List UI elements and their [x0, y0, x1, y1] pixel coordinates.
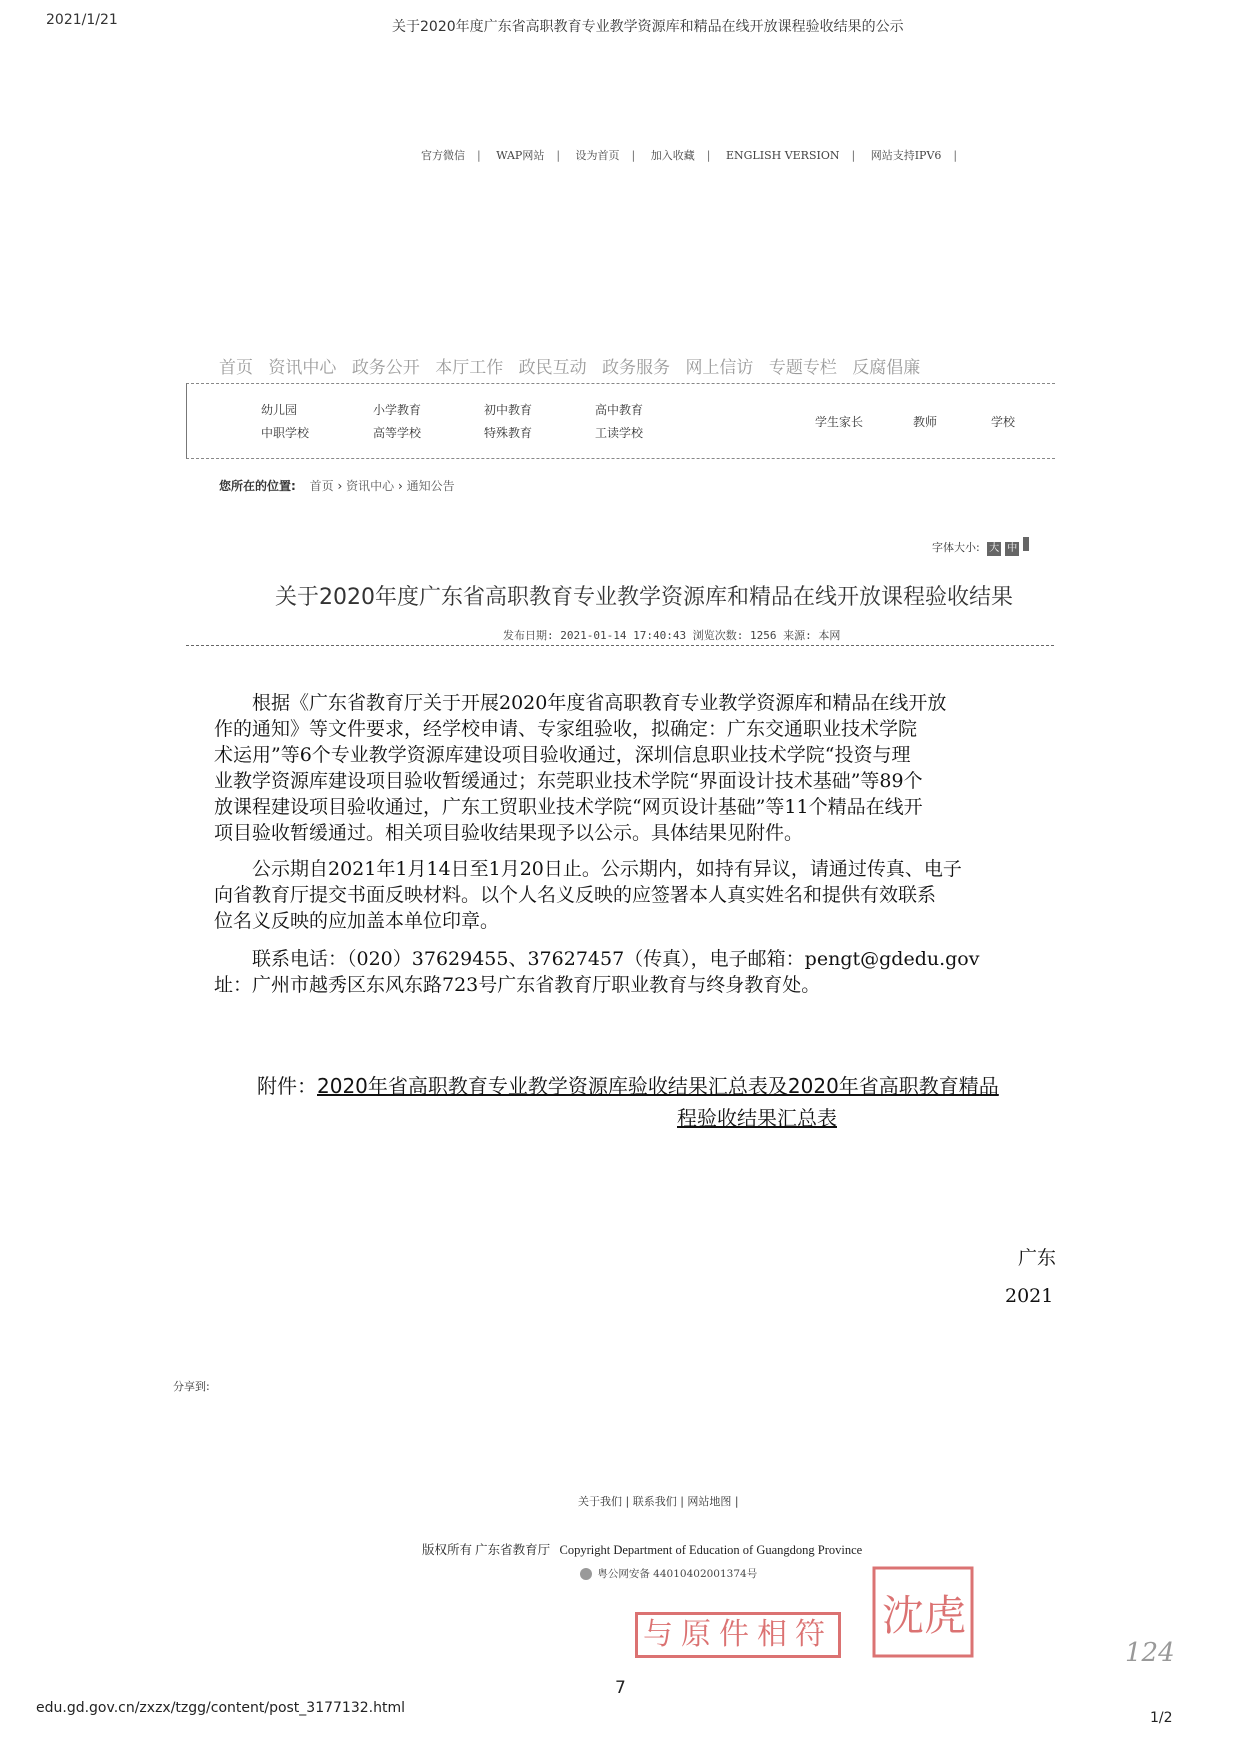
body-line: 联系电话：（020）37629455、37627457（传真），电子邮箱：pengt@gdedu.gov [214, 948, 980, 970]
cat-senior[interactable]: 高中教育 [595, 403, 644, 417]
top-link-favorite[interactable]: 加入收藏 [650, 149, 695, 162]
cat-junior[interactable]: 初中教育 [484, 403, 533, 417]
attachment [257, 1070, 1054, 1099]
meta-date: 2021-01-14 17:40:43 [560, 629, 687, 642]
seal-graphic [870, 1562, 978, 1662]
print-title: 关于2020年度广东省高职教育专业教学资源库和精品在线开放课程验收结果的公示 [392, 19, 904, 35]
font-medium-button[interactable]: 中 [1007, 543, 1018, 554]
aud-teachers[interactable]: 教师 [913, 415, 938, 429]
chevron-right-icon: › [337, 479, 347, 493]
body-line: 术运用”等6个专业教学资源库建设项目验收通过，深圳信息职业技术学院“投资与理 [214, 744, 911, 766]
cat-higher[interactable]: 高等学校 [373, 426, 422, 440]
breadcrumb-notices[interactable]: 通知公告 [406, 479, 455, 493]
cat-primary[interactable]: 小学教育 [373, 403, 422, 417]
meta-views: 1256 [749, 629, 777, 642]
nav-petition[interactable]: 网上信访 [685, 358, 754, 378]
title-divider [186, 645, 1054, 646]
attachment-link-continued[interactable]: 程验收结果汇总表 [677, 1106, 837, 1130]
cat-reform[interactable]: 工读学校 [595, 426, 644, 440]
body-line: 业教学资源库建设项目验收暂缓通过；东莞职业技术学院“界面设计技术基础”等89个 [214, 770, 923, 792]
breadcrumb [219, 477, 455, 494]
body-line: 放课程建设项目验收通过，广东工贸职业技术学院“网页设计基础”等11个精品在线开 [214, 796, 923, 818]
body-line: 向省教育厅提交书面反映材料。以个人名义反映的应签署本人真实姓名和提供有效联系 [214, 884, 937, 906]
body-line: 项目验收暂缓通过。相关项目验收结果现予以公示。具体结果见附件。 [214, 822, 804, 844]
chevron-right-icon: › [397, 479, 407, 493]
nav-interaction[interactable]: 政民互动 [518, 358, 587, 378]
attachment-label: 附件： [257, 1074, 317, 1098]
aud-schools[interactable]: 学校 [991, 415, 1016, 429]
meta-source-label: 来源: [783, 629, 812, 642]
seal-text: 沈虎 [881, 1591, 967, 1640]
meta-date-label: 发布日期: [503, 629, 554, 642]
nav-news[interactable]: 资讯中心 [268, 358, 337, 378]
print-url: edu.gd.gov.cn/zxzx/tzgg/content/post_3177132.html [36, 1700, 405, 1716]
cat-special[interactable]: 特殊教育 [484, 426, 533, 440]
footer-contact[interactable]: 联系我们 [632, 1495, 677, 1508]
nav-gov-affairs[interactable]: 政务公开 [351, 358, 420, 378]
font-large-button[interactable]: 大 [989, 543, 1000, 554]
nav-topics[interactable]: 专题专栏 [768, 358, 837, 378]
body-line: 作的通知》等文件要求，经学校申请、专家组验收，拟确定：广东交通职业技术学院 [214, 718, 918, 740]
main-nav [219, 353, 930, 378]
certified-copy-stamp: 与原件相符 [635, 1612, 841, 1658]
police-badge-icon [580, 1568, 592, 1580]
print-page: 1/2 [1150, 1710, 1173, 1726]
breadcrumb-label: 您所在的位置: [219, 479, 296, 493]
top-link-wap[interactable]: WAP网站 [496, 149, 545, 162]
cat-kindergarten[interactable]: 幼儿园 [261, 403, 298, 417]
font-size-label: 字体大小: [932, 541, 980, 554]
footer-sitemap[interactable]: 网站地图 [687, 1495, 732, 1508]
handwritten-number: 124 [1125, 1638, 1175, 1668]
copyright-en: Copyright Department of Education of Guangdong Province [559, 1543, 863, 1557]
top-link-homepage[interactable]: 设为首页 [575, 149, 620, 162]
signature-date: 2021 [1005, 1285, 1054, 1307]
body-line: 公示期自2021年1月14日至1月20日止。公示期内，如持有异议，请通过传真、电子 [214, 858, 962, 880]
attachment-link[interactable]: 2020年省高职教育专业教学资源库验收结果汇总表及2020年省高职教育精品 [317, 1074, 999, 1098]
top-link-wechat[interactable]: 官方微信 [421, 149, 465, 162]
article-title: 关于2020年度广东省高职教育专业教学资源库和精品在线开放课程验收结果 [275, 585, 1013, 610]
nav-anticorruption[interactable]: 反腐倡廉 [852, 358, 921, 378]
personal-seal [870, 1562, 978, 1662]
category-box [186, 383, 1055, 459]
meta-source: 本网 [818, 629, 841, 642]
body-line: 址：广州市越秀区东风东路723号广东省教育厅职业教育与终身教育处。 [214, 974, 821, 996]
article-meta [503, 627, 840, 643]
top-link-english[interactable]: ENGLISH VERSION [725, 149, 840, 162]
body-line: 位名义反映的应加盖本单位印章。 [214, 910, 500, 932]
nav-services[interactable]: 政务服务 [602, 358, 671, 378]
font-size-control [932, 537, 1029, 556]
top-link-ipv6[interactable]: 网站支持IPV6 [870, 149, 942, 162]
breadcrumb-home[interactable]: 首页 [309, 479, 334, 493]
copyright-cn: 版权所有 广东省教育厅 [422, 1543, 551, 1557]
footer-about[interactable]: 关于我们 [578, 1495, 622, 1508]
page-center-number: 7 [615, 1678, 626, 1698]
meta-views-label: 浏览次数: [692, 629, 744, 642]
print-date: 2021/1/21 [46, 12, 118, 28]
body-line: 根据《广东省教育厅关于开展2020年度省高职教育专业教学资源库和精品在线开放 [214, 692, 947, 714]
signature-org: 广东 [1018, 1247, 1057, 1269]
cat-vocational[interactable]: 中职学校 [261, 426, 310, 440]
top-links: 官方微信 | WAP网站 | 设为首页 | 加入收藏 | ENGLISH VERSION | 网站支持IPV6 | [421, 149, 958, 162]
nav-work[interactable]: 本厅工作 [435, 358, 504, 378]
attachment-continued [677, 1102, 837, 1131]
nav-home[interactable]: 首页 [219, 358, 253, 378]
font-small-button[interactable] [1023, 537, 1029, 551]
record-number: 粤公网安备 44010402001374号 [580, 1566, 757, 1581]
footer-links: 关于我们 | 联系我们 | 网站地图 | [578, 1495, 739, 1508]
article-body [214, 690, 1054, 998]
copyright [422, 1540, 862, 1558]
breadcrumb-news[interactable]: 资讯中心 [346, 479, 395, 493]
share-label: 分享到: [173, 1380, 210, 1393]
aud-parents[interactable]: 学生家长 [815, 415, 864, 429]
